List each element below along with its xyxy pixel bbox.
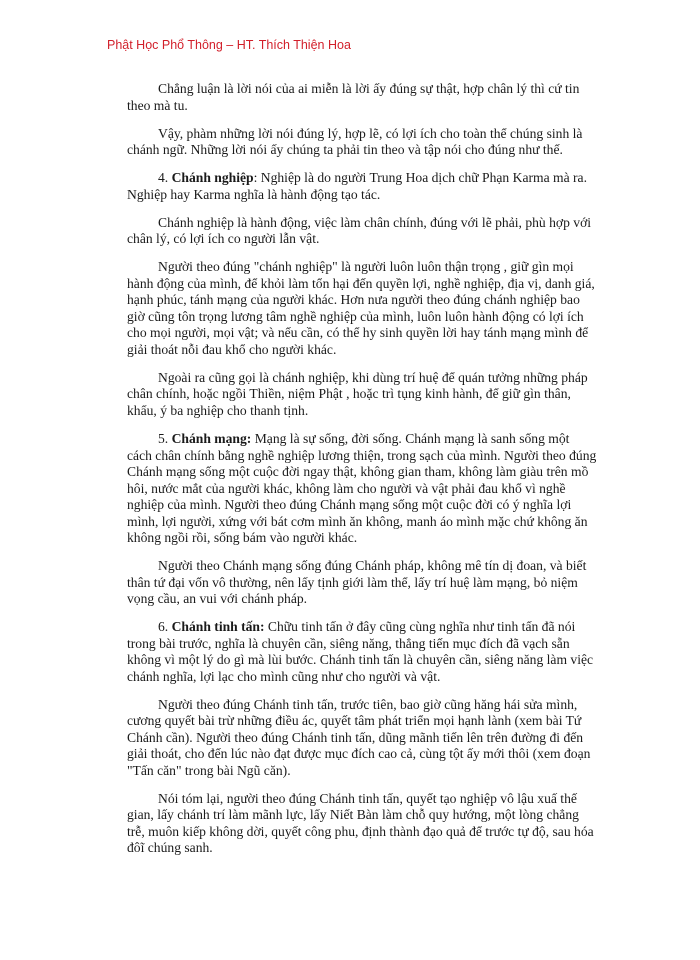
text-line: chánh nghĩa, lợi lạc cho mình cũng như cho người và vật. <box>127 668 441 684</box>
text-line: cho mọi người, mọi vật; và nếu cần, có thể hy sinh quyền lời hay tánh mạng mình để <box>127 325 589 341</box>
text-line: Người theo Chánh mạng sống đúng Chánh pháp, không mê tín dị đoan, và biết <box>158 558 587 574</box>
text-line: Chánh cần). Người theo đúng Chánh tinh tấn, dũng mãnh tiến lên trên đường đi đến <box>127 729 584 745</box>
section-term: Chánh nghiệp <box>171 170 254 186</box>
text-line: cương quyết bài trừ những điều ác, quyết tâm phát triển mọi hạnh lành (xem bài Tứ <box>127 713 582 729</box>
paragraph <box>127 259 700 358</box>
text-line: gian, lấy chánh trí làm mãnh lực, lấy Niết Bàn làm chỗ quy hướng, một lòng chẳng <box>127 807 579 823</box>
text-line: thân tứ đại vốn vô thường, nên lấy tịnh giới làm thể, lấy trí huệ làm mạng, bỏ niệm <box>127 574 578 590</box>
text-line: cách chân chính bằng nghề nghiệp lương thiện, trong sạch của mình. Người theo đúng <box>127 447 597 463</box>
text-line: hạnh phúc, tánh mạng của người khác. Hơn nưa người theo đúng chánh nghiệp bao <box>127 292 580 308</box>
text-line: giờ cũng tôn trọng lương tâm nghề nghiệp của mình, luôn luôn hành động có lợi ích <box>127 308 584 324</box>
text-line: "Tấn căn" trong bài Ngũ căn). <box>127 762 291 778</box>
text-line: đôĩ chúng sanh. <box>127 840 213 856</box>
paragraph <box>127 791 700 857</box>
text-line: không vì một lý do gì mà lùi bước. Chánh tinh tấn là chuyên cần, siêng năng làm việc <box>127 652 594 668</box>
text-line: mình, lợi người, xứng với bát cơm mình ăn không, manh áo mình mặc chứ không ăn <box>127 513 588 529</box>
text-line: Chẳng luận là lời nói của ai miễn là lời ấy đúng sự thật, hợp chân lý thì cứ tin <box>158 81 580 96</box>
text-line: chánh ngữ. Những lời nói ấy chúng ta phải tin theo và tập nói cho đúng như thế. <box>127 142 563 158</box>
paragraph <box>127 170 700 203</box>
section-term: Chánh mạng: <box>171 431 252 447</box>
paragraph <box>127 215 700 248</box>
section-number: 6. <box>158 619 172 635</box>
text-line: Người theo đúng "chánh nghiệp" là người luôn luôn thận trọng , giữ gìn mọi <box>158 259 574 275</box>
text-line: không ngồi rồi, sống bám vào người khác. <box>127 530 358 546</box>
text-line: Ngoài ra cũng gọi là chánh nghiệp, khi dùng trí huệ để quán tưởng những pháp <box>158 369 588 385</box>
text-line: Nghiệp hay Karma nghĩa là hành động tạo tác. <box>127 186 381 202</box>
text-line: giải thoát, cho đến lúc nào đạt được mục đích cao cả, cùng tột ấy mới thôi (xem đoạn <box>127 746 591 762</box>
page-header: Phật Học Phổ Thông – HT. Thích Thiện Hoa <box>107 38 351 52</box>
section-number: 5. <box>158 431 172 447</box>
paragraph <box>127 697 700 780</box>
text-line: Nói tóm lại, người theo đúng Chánh tinh tấn, quyết tạo nghiệp vô lậu xuấ thế <box>158 790 577 806</box>
paragraph <box>127 126 700 159</box>
paragraph <box>127 370 700 420</box>
text-line: nghiệp của mình. Người theo đúng Chánh mạng sống một cuộc đời có ý nghĩa lợi <box>127 497 572 513</box>
text-line: khẩu, ý ba nghiệp cho thanh tịnh. <box>127 402 309 418</box>
text-line <box>127 431 700 448</box>
text-line: trong bài trước, nghĩa là chuyên cần, siêng năng, thẳng tiến mục đích đã vạch sẵn <box>127 635 570 651</box>
text-line: Chánh mạng sống một cuộc đời ngay thật, không gian tham, không làm giàu trên mồ <box>127 464 589 480</box>
text-line: vọng cầu, an vui với chánh pháp. <box>127 591 308 607</box>
text-line: Người theo đúng Chánh tinh tấn, trước tiên, bao giờ cũng hăng hái sửa mình, <box>158 696 578 712</box>
text-line <box>127 619 700 636</box>
section-term: Chánh tinh tấn: <box>171 619 265 635</box>
line-text: Chữu tinh tấn ở đây cũng cùng nghĩa như tinh tấn đã nói <box>264 619 576 635</box>
text-line: hôi, nước mắt của người khác, không làm cho người và vật phải đau khổ vì nghề <box>127 480 566 496</box>
text-line: hành động của mình, để khỏi làm tổn hại đến quyền lợi, nghề nghiệp, địa vị, danh giá, <box>127 275 595 291</box>
line-text: Mạng là sự sống, đời sống. Chánh mạng là sanh sống một <box>251 431 570 447</box>
text-line: chân lý, có lợi ích co người lẫn vật. <box>127 231 320 247</box>
paragraph <box>127 81 700 114</box>
line-text: : Nghiệp là do người Trung Hoa dịch chữ Phạn Karma mà ra. <box>253 170 587 186</box>
section-number: 4. <box>158 170 172 186</box>
text-line: chân chính, hoặc ngồi Thiền, niệm Phật , hoặc trì tụng kinh hành, để giữ gìn thân, <box>127 386 571 402</box>
text-line: giải thoát nỗi đau khổ cho người khác. <box>127 341 337 357</box>
text-line: Vậy, phàm những lời nói đúng lý, hợp lẽ, có lợi ích cho toàn thể chúng sinh là <box>158 125 583 141</box>
text-line <box>127 170 700 187</box>
paragraph <box>127 431 700 547</box>
paragraph <box>127 619 700 685</box>
text-line: trễ, muôn kiếp không dời, quyết công phu, định thành đạo quả để trước tự độ, sau hóa <box>127 823 594 839</box>
text-line: Chánh nghiệp là hành động, việc làm chân chính, đúng với lẽ phải, phù hợp với <box>158 214 592 230</box>
paragraph <box>127 558 700 608</box>
document-body <box>127 81 700 869</box>
text-line: theo mà tu. <box>127 97 188 113</box>
